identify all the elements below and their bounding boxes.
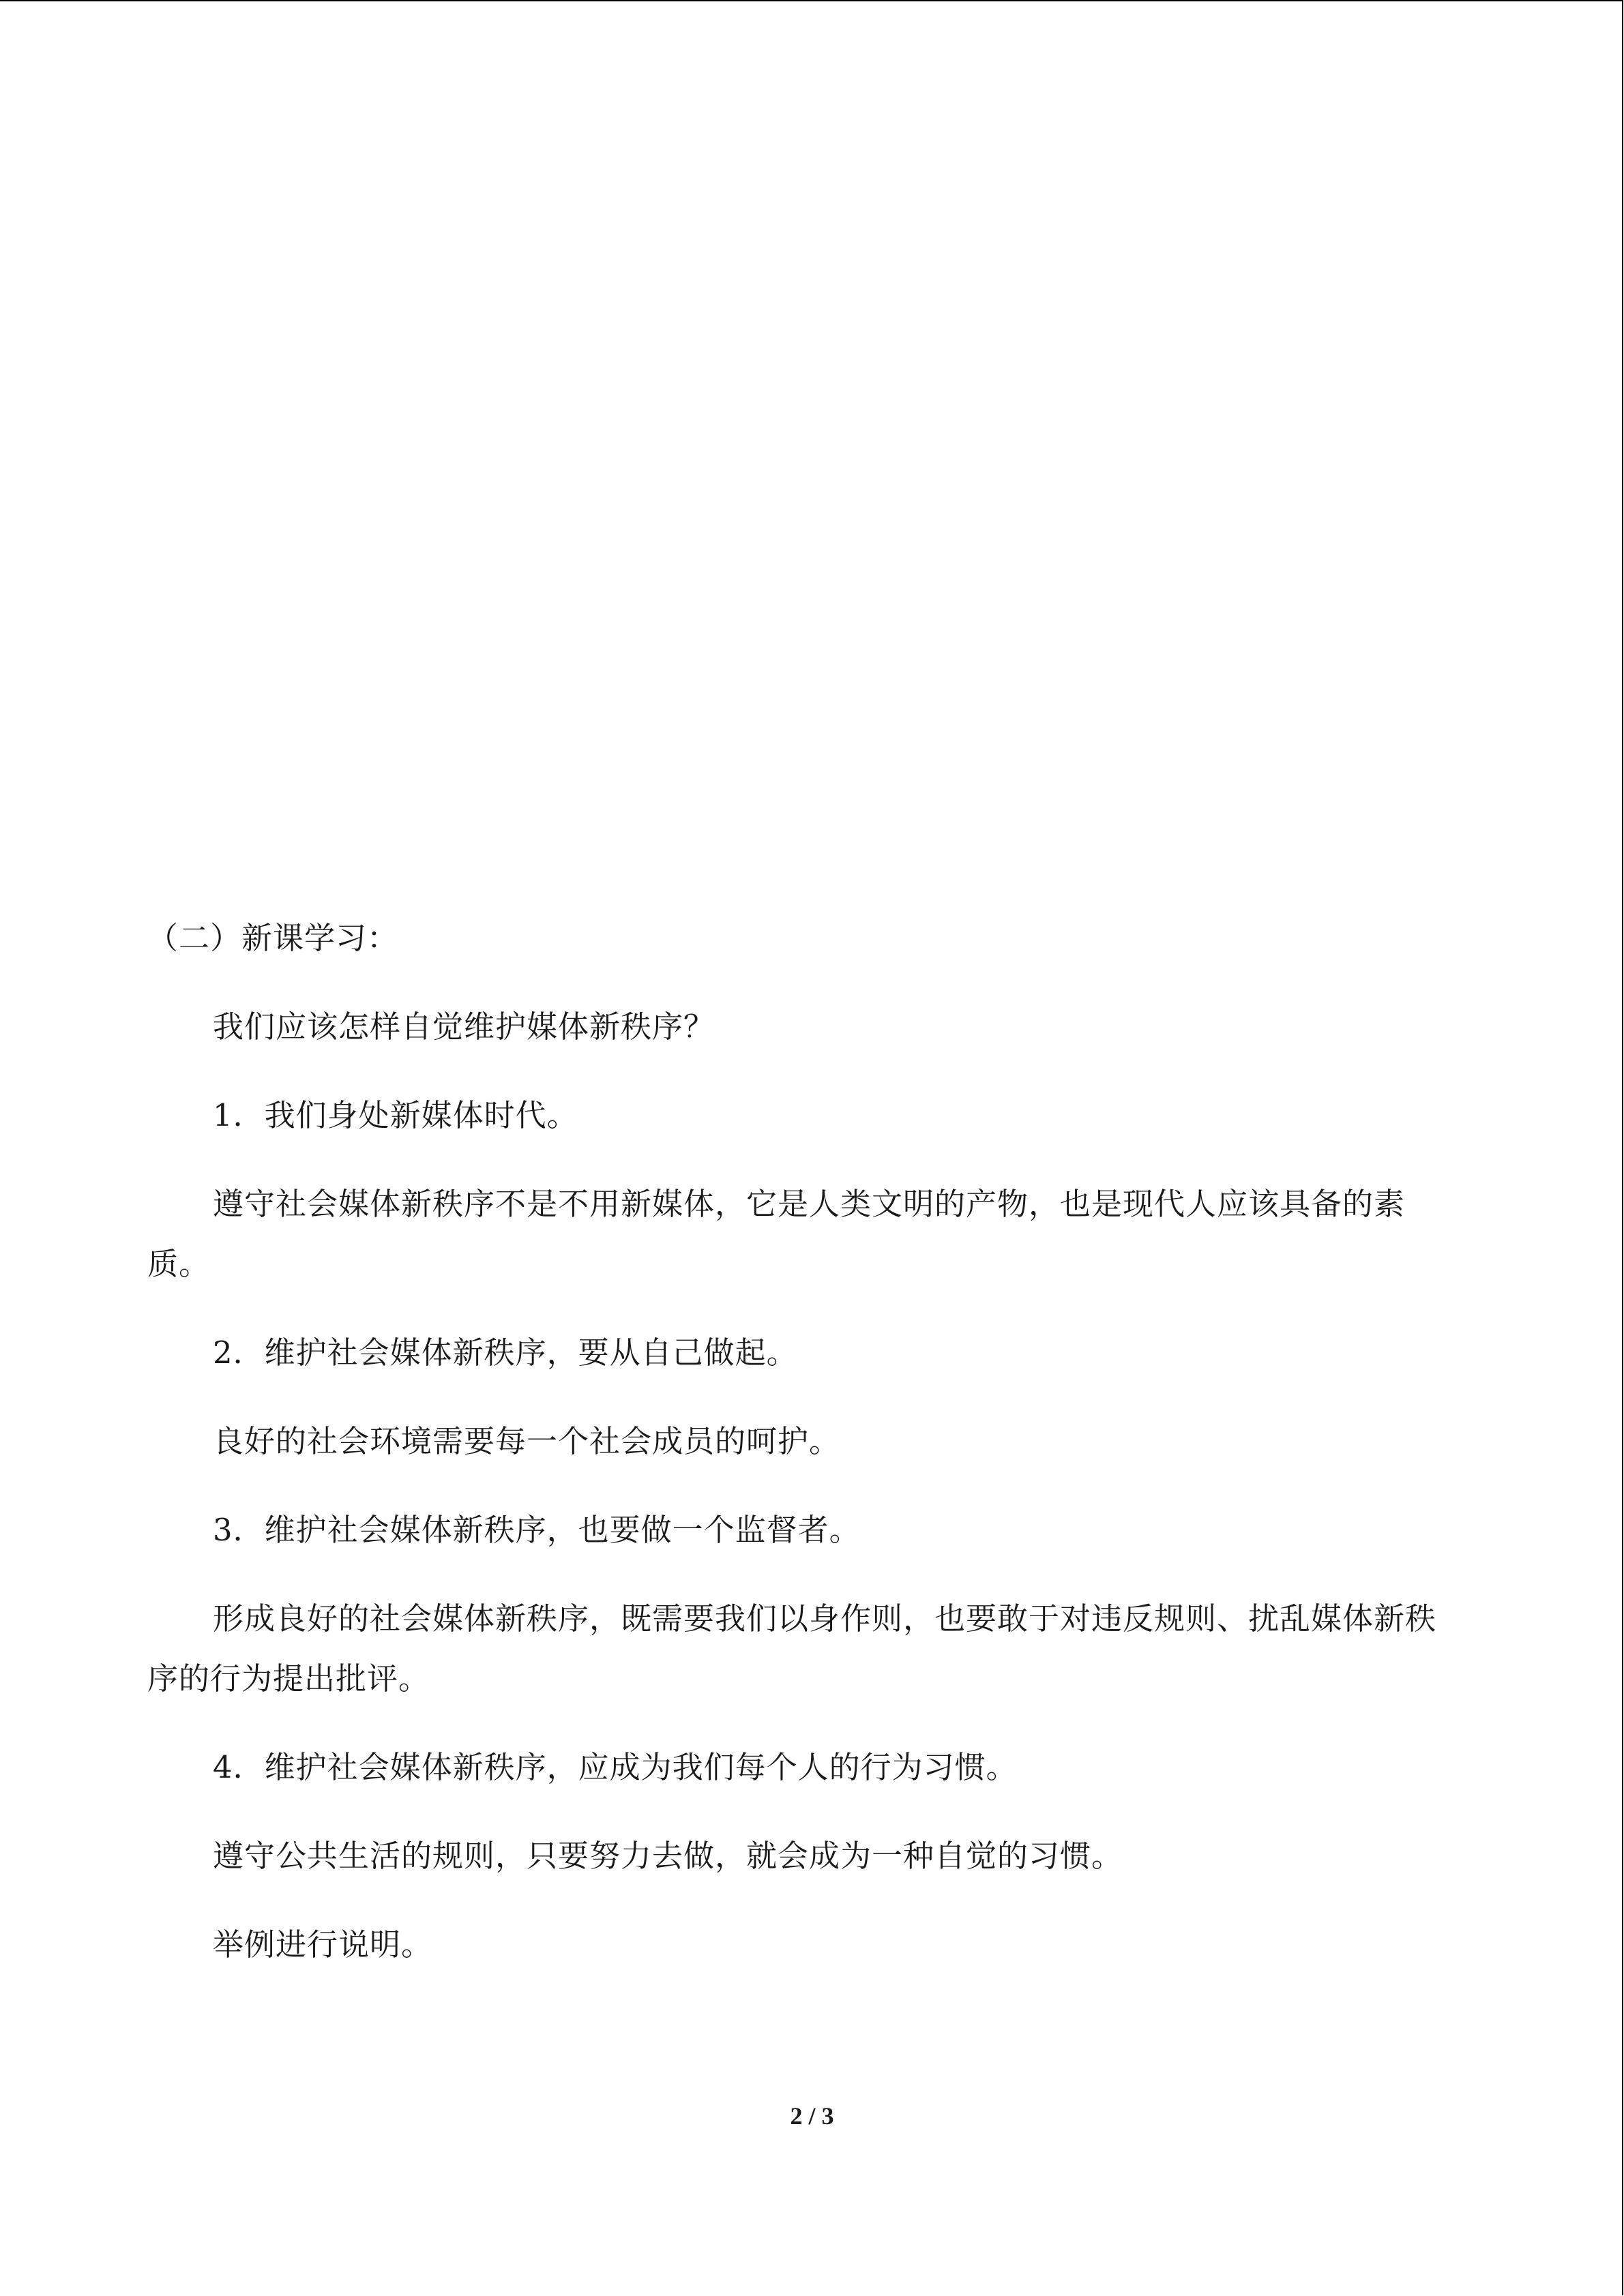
page-number: 2 / 3 (790, 2102, 834, 2130)
section-heading: （二）新课学习： (147, 920, 399, 956)
paragraph-point-2: 2．维护社会媒体新秩序，要从自己做起。 (213, 1335, 798, 1371)
document-body (147, 908, 1458, 2003)
paragraph-example: 举例进行说明。 (213, 1926, 433, 1963)
paragraph-point-1-detail: 遵守社会媒体新秩序不是不用新媒体，它是人类文明的产物，也是现代人应该具备的素质。 (147, 1186, 1406, 1282)
paragraph-point-3-detail: 形成良好的社会媒体新秩序，既需要我们以身作则，也要敢于对违反规则、扰乱媒体新秩序的行为提出批评。 (147, 1600, 1437, 1697)
paragraph-point-1: 1．我们身处新媒体时代。 (213, 1097, 578, 1133)
paragraph-point-4: 4．维护社会媒体新秩序，应成为我们每个人的行为习惯。 (213, 1749, 1018, 1785)
paragraph-question: 我们应该怎样自觉维护媒体新秩序？ (213, 1009, 715, 1045)
paragraph-point-2-detail: 良好的社会环境需要每一个社会成员的呵护。 (213, 1423, 841, 1459)
paragraph-point-3: 3．维护社会媒体新秩序，也要做一个监督者。 (213, 1512, 861, 1548)
paragraph-point-4-detail: 遵守公共生活的规则，只要努力去做，就会成为一种自觉的习惯。 (213, 1838, 1123, 1874)
